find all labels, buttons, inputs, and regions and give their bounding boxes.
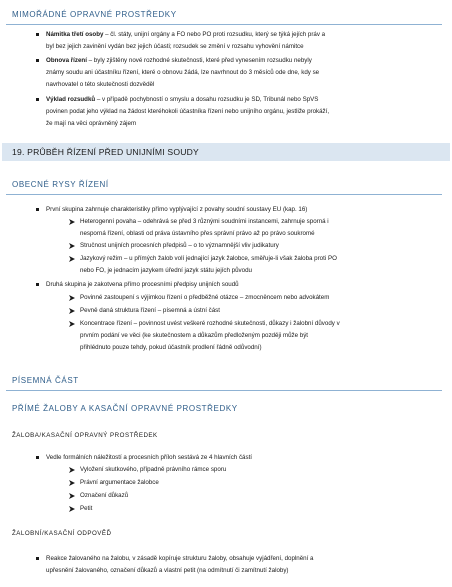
remedy-line: Obnova řízení – byly zjištěny nové rozhodné skutečnosti, které před vynesením rozsudku nebyly xyxy=(46,57,312,64)
general-heading: OBECNÉ RYSY ŘÍZENÍ xyxy=(12,180,109,189)
response-line: upřesnění žalovaného, označení důkazů a vlastní petit (na odmítnutí či zamítnutí žaloby) xyxy=(46,567,289,574)
group2-text: Druhá skupina je zakotvena přímo procesními předpisy unijních soudů xyxy=(46,281,239,288)
remedy-line: byl bez jejich zavinění vydán bez jejich účasti; rozsudek se změní v rozsahu vyhovění námitce xyxy=(46,43,304,50)
direct-heading: PŘÍMÉ ŽALOBY A KASAČNÍ OPRAVNÉ PROSTŘEDKY xyxy=(12,404,238,413)
bullet-square xyxy=(36,98,39,101)
arrow-bullet-icon xyxy=(69,467,75,473)
group2-item-line: přihlédnuto pouze tehdy, pokud účastník prodlení řádně odůvodní) xyxy=(80,344,262,351)
petition-item: Označení důkazů xyxy=(80,492,129,499)
bullet-square xyxy=(36,456,39,459)
response-line: Reakce žalovaného na žalobu, v zásadě kopíruje strukturu žaloby, obsahuje vyjádření, doplnění a xyxy=(46,555,314,562)
arrow-bullet-icon xyxy=(69,243,75,249)
group2-item-line: Povinné zastoupení s výjimkou řízení o předběžné otázce – zmocněncem nebo advokátem xyxy=(80,294,330,301)
heading-rule xyxy=(6,390,442,391)
bullet-square xyxy=(36,208,39,211)
group1-item-line: Jazykový režim – u přímých žalob volí jednající jazyk žalobce, směřuje-li však žaloba proti PO xyxy=(80,255,337,262)
group2-item-line: prvním podání ve věci (ke skutečnostem a důkazům předloženým později může být xyxy=(80,332,309,339)
arrow-bullet-icon xyxy=(69,256,75,262)
petition-item: Právní argumentace žalobce xyxy=(80,479,159,486)
heading-rule xyxy=(6,194,442,195)
remedy-line: navrhovatel o této skutečnosti dozvěděl xyxy=(46,81,155,88)
remedy-line: Výklad rozsudků – v případě pochybností o smyslu a dosahu rozsudku je SD, Tribunál nebo SpVS xyxy=(46,96,319,103)
bullet-square xyxy=(36,283,39,286)
arrow-bullet-icon xyxy=(69,506,75,512)
group2-item-line: Pevně daná struktura řízení – písemná a ústní část xyxy=(80,307,220,314)
remedy-line: známy soudu ani účastníku řízení, které o obnovu žádá, lze navrhnout do 3 měsíců ode dne, kdy se xyxy=(46,69,320,76)
arrow-bullet-icon xyxy=(69,308,75,314)
group1-item-line: Stručnost unijních procesních předpisů – o to významnější vliv judikatury xyxy=(80,242,279,249)
bullet-square xyxy=(36,557,39,560)
group1-item-line: nebo FO, je jednacím jazykem úřední jazyk státu jejích původu xyxy=(80,267,252,274)
arrow-bullet-icon xyxy=(69,480,75,486)
group1-item-line: nesporná řízení, oblasti od práva ústavního přes správní právo až po právo soukromé xyxy=(80,230,315,237)
section-title: 19. PRŮBĚH ŘÍZENÍ PŘED UNIJNÍMI SOUDY xyxy=(12,147,199,157)
petition-intro: Vedle formálních náležitostí a procesních příloh sestává ze 4 hlavních částí xyxy=(46,454,253,461)
arrow-bullet-icon xyxy=(69,219,75,225)
group1-text: První skupina zahrnuje charakteristiky přímo vyplývající z povahy soudní soustavy EU (kap. 16) xyxy=(46,206,308,213)
remedies-heading: MIMOŘÁDNÉ OPRAVNÉ PROSTŘEDKY xyxy=(12,10,177,19)
petition-item: Vyložení skutkového, případně právního rámce sporu xyxy=(80,466,227,473)
response-heading: ŽALOBNÍ/KASAČNÍ ODPOVĚĎ xyxy=(12,530,112,537)
petition-item: Petit xyxy=(80,505,93,512)
remedy-line: povinen podat jeho výklad na žádost kteréhokoli účastníka řízení nebo unijního orgánu, jestliže prokáží, xyxy=(46,108,330,115)
arrow-bullet-icon xyxy=(69,295,75,301)
bullet-square xyxy=(36,59,39,62)
remedy-line: Námitka třetí osoby – čl. státy, unijní orgány a FO nebo PO proti rozsudku, který se týká jejích práv a xyxy=(46,31,326,38)
group2-item-line: Koncentrace řízení – povinnost uvést veškeré rozhodné skutečnosti, důkazy i žalobní důvody v xyxy=(80,320,340,327)
bullet-square xyxy=(36,33,39,36)
written-heading: PÍSEMNÁ ČÁST xyxy=(12,376,79,385)
remedy-line: že mají na věci oprávněný zájem xyxy=(46,120,137,127)
heading-rule xyxy=(6,24,442,25)
arrow-bullet-icon xyxy=(69,321,75,327)
arrow-bullet-icon xyxy=(69,493,75,499)
group1-item-line: Heterogenní povaha – odehrává se před 3 různými soudními instancemi, zahrnuje sporná i xyxy=(80,218,329,225)
section-band xyxy=(2,143,450,161)
petition-heading: ŽALOBA/KASAČNÍ OPRAVNÝ PROSTŘEDEK xyxy=(12,432,158,439)
